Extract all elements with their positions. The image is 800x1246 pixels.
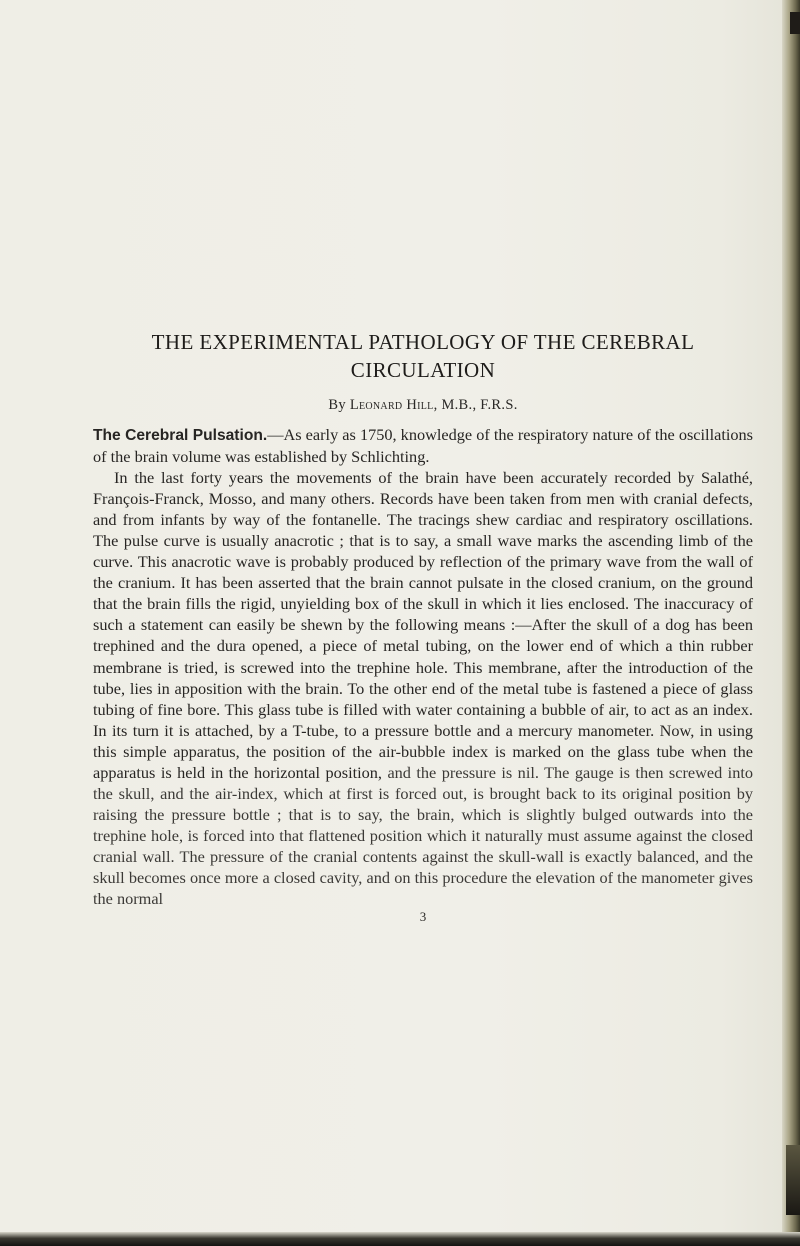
paragraph-1 [93, 424, 753, 467]
article-body [93, 328, 753, 925]
paragraph-2-text: In the last forty years the movements of the brain have been accurately recorded by Salathé, François-Franck, Mosso, and many others. Records have been taken from men with cranial defects, and from infants by way of the fontanelle. The tracings shew cardiac and respiratory oscillations. The pulse curve is usually anacrotic ; that is to say, a small wave marks the ascending limb of the curve. This anacrotic wave is probably produced by reflection of the primary wave from the wall of the cranium. It has been asserted that the brain cannot pulsate in the closed cranium, on the ground that the brain fills the rigid, unyielding box of the skull in which it lies enclosed. The inaccuracy of such a statement can easily be shewn by the following means :—After the skull of a dog has been trephined and the dura opened, a piece of metal tubing, on the lower end of which a thin rubber membrane is tried, is screwed into the trephine hole. This membrane, after the introduction of the tube, lies in apposition with the brain. To the other end of the metal tube is fastened a piece of glass tubing of fine bore. This glass tube is filled with water containing a bubble of air, to act as an index. In its turn it is attached, by a T-tube, to a pressure bottle and a mercury manometer. Now, in using this simple apparatus, the position of the air-bubble index is marked on the glass tube when the apparatus is held in the horizontal position, [93, 468, 753, 782]
paragraph-2 [93, 467, 753, 909]
page-edge-shadow [782, 0, 800, 1246]
author-name: Leonard Hill [349, 397, 434, 413]
scan-edge-mark-top [790, 12, 800, 34]
author-credentials: , M.B., F.R.S. [433, 397, 518, 413]
title-line-2: CIRCULATION [350, 358, 496, 382]
section-heading: The Cerebral Pulsation. [93, 427, 268, 444]
page-number: 3 [419, 909, 427, 925]
article-text [93, 424, 753, 909]
paragraph-2-text-continued: and the pressure is nil. The gauge is then screwed into the skull, and the air-index, which at first is forced out, is brought back to its original position by raising the pressure bottle ; that is to say, the brain, which is slightly bulged outwards into the trephine hole, is forced into that flattened position which it naturally must assume against the closed cranial wall. The pressure of the cranial contents against the skull-wall is exactly balanced, and the skull becomes once more a closed cavity, and on this procedure the elevation of the manometer gives the normal [93, 762, 754, 909]
byline-prefix: By [328, 397, 350, 413]
paragraph-1-text: —As early as 1750, knowledge of the respiratory nature of the oscillations of the brain volume was established by Schlichting. [93, 425, 753, 467]
article-title [93, 328, 753, 384]
scan-edge-mark-bottom [786, 1145, 800, 1215]
author-byline [93, 397, 753, 414]
page-bottom-edge [0, 1232, 800, 1246]
title-line-1: THE EXPERIMENTAL PATHOLOGY OF THE CEREBRAL [151, 330, 695, 354]
